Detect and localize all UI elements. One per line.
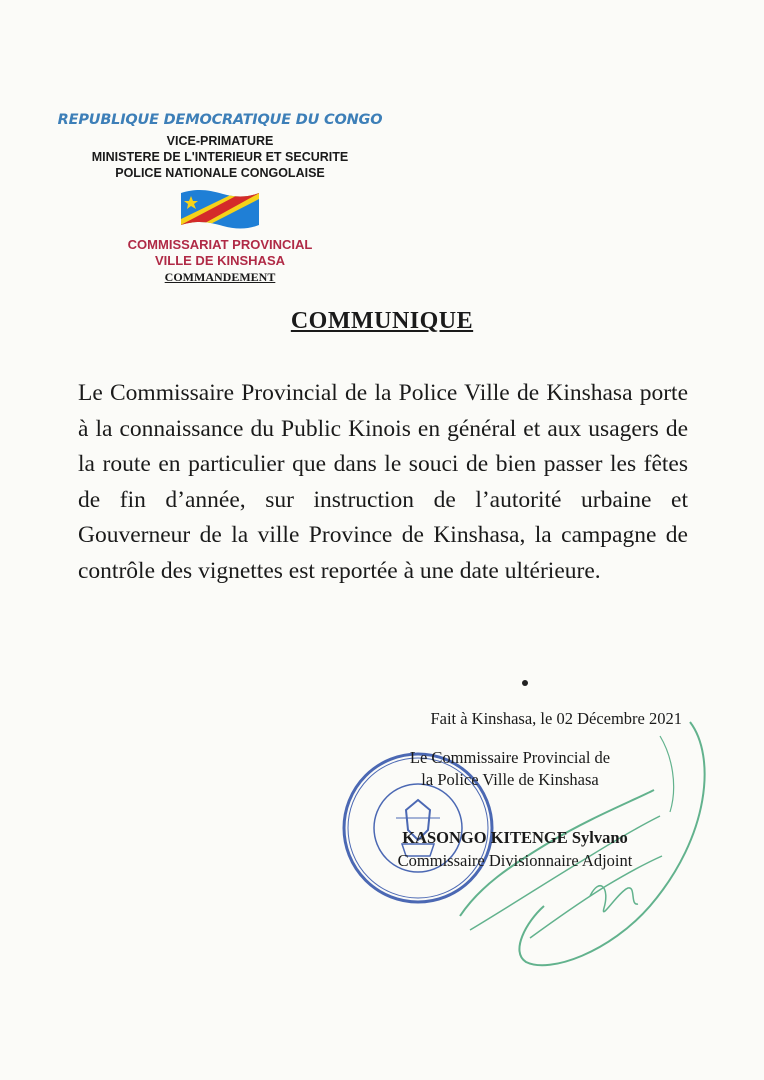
document-title: COMMUNIQUE: [290, 308, 474, 334]
drc-flag-icon: [177, 187, 263, 233]
police-line: POLICE NATIONALE CONGOLAISE: [115, 166, 325, 180]
signatory-title-line2: la Police Ville de Kinshasa: [421, 770, 599, 789]
ville-line: VILLE DE KINSHASA: [154, 253, 285, 268]
signatory-title-line1: Le Commissaire Provincial de: [409, 748, 611, 767]
communique-body: Le Commissaire Provincial de la Police Ville de Kinshasa porte à la connaissance du Public Kinois en général et aux usagers de la route en particulier que dans le souci de bien passer les fêtes de fin d’année, sur instruction de l’autorité urbaine et Gouverneur de la ville Province de Kinshasa, la campagne de contrôle des vignettes est reportée à une date ultérieure.: [78, 380, 688, 584]
vice-primature-line: VICE-PRIMATURE: [166, 134, 274, 148]
signatory-name: KASONGO KITENGE Sylvano: [402, 828, 628, 847]
place-date: Fait à Kinshasa, le 02 Décembre 2021: [430, 709, 682, 728]
signatory-rank: Commissaire Divisionnaire Adjoint: [397, 851, 633, 870]
commissariat-line: COMMISSARIAT PROVINCIAL: [127, 237, 313, 252]
ink-dot: [522, 680, 528, 686]
letterhead: [50, 112, 390, 285]
ministere-line: MINISTERE DE L'INTERIEUR ET SECURITE: [91, 150, 349, 164]
republique-heading: REPUBLIQUE DEMOCRATIQUE DU CONGO: [57, 112, 383, 128]
commandement-line: COMMANDEMENT: [164, 270, 276, 284]
